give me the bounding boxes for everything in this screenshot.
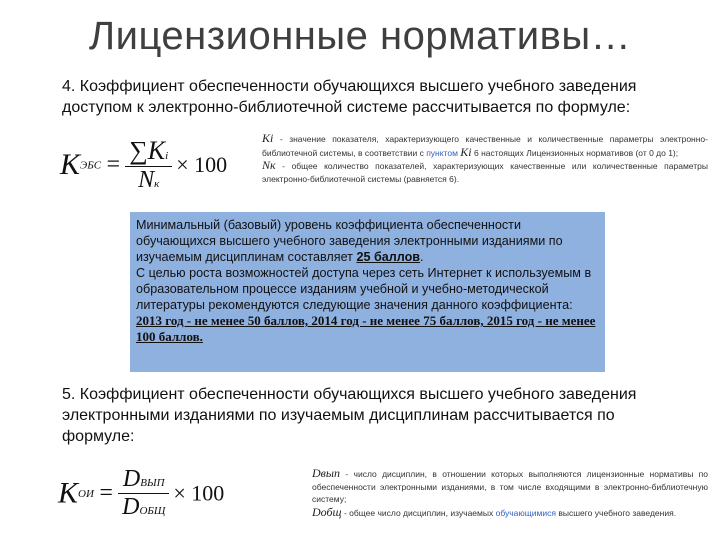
var-ki-2: Ki bbox=[460, 144, 472, 159]
formula-numerator bbox=[125, 136, 172, 167]
box-paragraph-min bbox=[136, 217, 599, 265]
definition-nk bbox=[262, 159, 708, 185]
requirements-highlight-box bbox=[130, 212, 605, 372]
formula-den-sub: к bbox=[154, 178, 160, 190]
box-min-text: Минимальный (базовый) уровень коэффициента обеспеченности обучающихся высшего учебного заведения электронными изданиями по изучаемым дисциплинам составляет bbox=[136, 218, 563, 264]
definition-dvyp-text: - число дисциплин, в отношении которых выполняются лицензионные нормативы по обеспеченности электронными изданиями, в том числе входящими в электронно-библиотечную систему; bbox=[312, 469, 708, 504]
formula-den: N bbox=[138, 167, 155, 193]
formula-denominator bbox=[125, 167, 172, 194]
definition-dvyp bbox=[312, 467, 708, 506]
section-5-text: 5. Коэффициент обеспеченности обучающихся высшего учебного заведения электронными изданиями по изучаемым дисциплинам рассчитывается по формуле: bbox=[62, 386, 637, 445]
formula-2-den: D bbox=[122, 494, 140, 520]
formula-times: × 100 bbox=[176, 152, 228, 177]
formula-lhs: K bbox=[60, 148, 81, 181]
box-min-end: . bbox=[420, 250, 424, 264]
formula-2-den-sub: ОБЩ bbox=[139, 505, 166, 517]
formula-2-num-sub: ВЫП bbox=[140, 477, 165, 489]
formula-k-ebs bbox=[60, 136, 272, 206]
formula-sum: ∑K bbox=[129, 136, 166, 165]
formula-2-num: D bbox=[122, 466, 141, 492]
var-dobsh: Dобщ bbox=[312, 504, 342, 519]
formula-2-lhs-sub: ОИ bbox=[78, 488, 94, 501]
definition-dobsh-text-end: высшего учебного заведения. bbox=[555, 507, 677, 518]
definition-ki-text: - значение показателя, характеризующего качественные и количественные параметры электронно-библиотечной системы, в соответствии с bbox=[262, 134, 708, 158]
section-4-text: 4. Коэффициент обеспеченности обучающихся высшего учебного заведения доступом к электронно-библиотечной системе рассчитывается по формуле: bbox=[62, 78, 637, 116]
link-punkt[interactable]: пунктом bbox=[426, 147, 458, 158]
formula-eq: = bbox=[105, 151, 122, 178]
formula-2-numerator bbox=[118, 466, 169, 494]
box-paragraph-years: 2013 год - не менее 50 баллов, 2014 год - не менее 75 баллов, 2015 год - не менее 100 баллов. bbox=[136, 313, 596, 344]
definition-dobsh-text: - общее число дисциплин, изучаемых bbox=[341, 507, 496, 518]
slide-title: Лицензионные нормативы… bbox=[88, 14, 632, 58]
formula-1-definitions bbox=[262, 132, 708, 185]
formula-2-fraction bbox=[118, 466, 169, 521]
formula-2-lhs: K bbox=[58, 476, 79, 510]
var-dvyp: Dвып bbox=[312, 466, 341, 480]
definition-ki-text-end: 6 настоящих Лицензионных нормативов (от 0 до 1); bbox=[471, 147, 679, 158]
formula-2-denominator bbox=[118, 494, 169, 521]
var-nk: Nк bbox=[262, 158, 276, 172]
definition-ki bbox=[262, 132, 708, 159]
formula-sum-sub: i bbox=[165, 150, 169, 162]
box-min-value: 25 баллов bbox=[356, 250, 421, 264]
definition-dobsh bbox=[312, 506, 708, 520]
var-ki: Ki bbox=[262, 131, 274, 145]
definition-nk-text: - общее количество показателей, характеризующих качественные или количественные параметры электронно-библиотечной системы (равняется 6). bbox=[262, 161, 708, 184]
formula-fraction bbox=[125, 136, 172, 194]
formula-2-times: × 100 bbox=[173, 480, 225, 506]
formula-2-eq: = bbox=[97, 480, 115, 506]
formula-lhs-sub: ЭБС bbox=[80, 159, 102, 172]
link-obuchayushchimisya[interactable]: обучающимися bbox=[495, 507, 556, 518]
box-paragraph-recommend: С целью роста возможностей доступа через сеть Интернет к используемым в образовательном процессе изданиям учебной и учебно-методической литературы рекомендуются следующие значения данного коэффициента: bbox=[136, 266, 592, 312]
formula-k-oi bbox=[58, 466, 258, 530]
formula-2-definitions bbox=[312, 467, 708, 519]
